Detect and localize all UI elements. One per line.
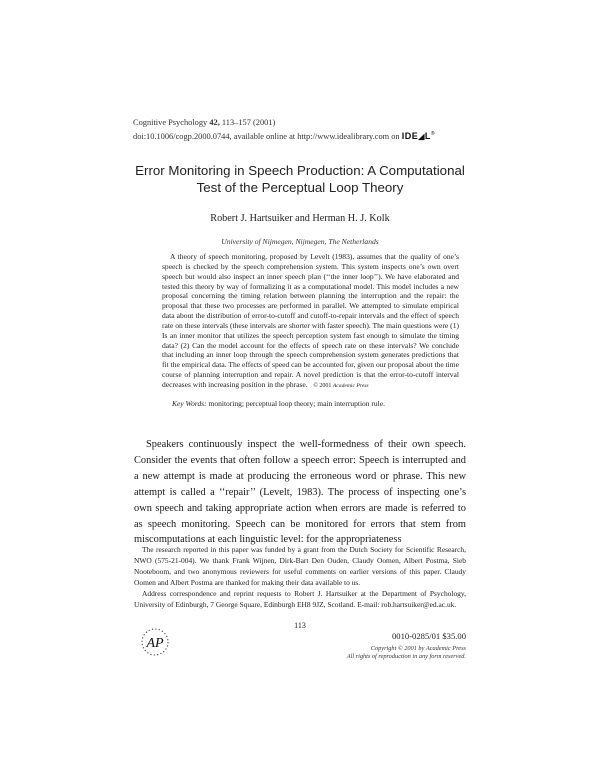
page-number: 113 xyxy=(294,621,306,630)
copyright-notice xyxy=(320,645,466,661)
rights-line: All rights of reproduction in any form reserved. xyxy=(346,653,466,660)
doi-text: doi:10.1006/cogp.2000.0744, available online at http://www.idealibrary.com on xyxy=(133,131,400,141)
body-paragraph: Speakers continuously inspect the well-formedness of their own speech. Consider the events that often follow a speech error: Speech is interrupted and a new attempt is made at producing the erroneous word or phrase. This new attempt is called a ‘‘repair’’ (Levelt, 1983). The process of inspecting one’s own speech and taking appropriate action when errors are made is referred to as speech monitoring. Speech can be monitored for errors that stem from miscomputations at each linguistic level: for the appropriateness xyxy=(134,439,466,546)
paper-title xyxy=(100,162,500,196)
price-code: 0010-0285/01 $35.00 xyxy=(392,631,466,641)
title-line-1: Error Monitoring in Speech Production: A Computational xyxy=(135,163,465,178)
academic-press-logo-icon xyxy=(140,627,170,657)
doi-line xyxy=(133,129,435,143)
abstract-copyright: © 2001 Academic Press xyxy=(313,382,369,389)
journal-volume: 42, xyxy=(209,118,220,127)
keywords-value: monitoring; perceptual loop theory; main interruption rule. xyxy=(208,399,385,408)
paper-authors: Robert J. Hartsuiker and Herman H. J. Kolk xyxy=(210,213,390,224)
abstract xyxy=(162,252,459,392)
correspondence-note: Address correspondence and reprint requests to Robert J. Hartsuiker at the Department of Psychology, University of Edinburgh, 7 George Square, Edinburgh EH8 9JZ, Scotland. E-mail: rob.hartsuiker@ed.ac.uk. xyxy=(134,589,466,610)
footnotes xyxy=(134,544,466,611)
ideal-logo-icon: IDE◢L® xyxy=(401,130,436,141)
funding-note: The research reported in this paper was funded by a grant from the Dutch Society for Scientific Research, NWO (575-21-004). We thank Frank Wijnen, Dirk-Bart Den Ouden, Claudy Oomen, Albert Postma, Sieb Nooteboom, and two anonymous reviewers for useful comments on earlier versions of this paper. Claudy Oomen and Albert Postma are thanked for making their data available to us. xyxy=(134,545,466,588)
author-affiliation: University of Nijmegen, Nijmegen, The Netherlands xyxy=(221,237,379,246)
journal-header xyxy=(133,117,435,142)
journal-citation xyxy=(133,117,435,129)
journal-pages-year: 113–157 (2001) xyxy=(221,118,276,127)
abstract-text: A theory of speech monitoring, proposed by Levelt (1983), assumes that the quality of one’s speech is checked by the speech comprehension system. This system inspects one’s own overt speech but would also inspect an inner speech plan (‘‘the inner loop’’). We have elaborated and tested this theory by way of formalizing it as a computational model. This model includes a new proposal concerning the timing relation between planning the interruption and the repair: the proposal that these two processes are performed in parallel. We attempted to simulate empirical data about the distribution of error-to-cutoff and cutoff-to-repair intervals and the effect of speech rate on these intervals (these intervals are shorter with faster speech). The main questions were (1) Is an inner monitor that utilizes the speech perception system fast enough to simulate the timing data? (2) Can the model account for the effects of speech rate on these intervals? We conclude that including an inner loop through the speech comprehension system generates predictions that fit the empirical data. The effects of speed can be accounted for, given our proposal about the time course of planning interruption and repair. A novel prediction is that the error-to-cutoff interval decreases with increasing position in the phrase. xyxy=(162,252,459,389)
journal-name: Cognitive Psychology xyxy=(133,118,208,127)
keywords-label: Key Words: xyxy=(172,399,207,408)
keywords xyxy=(172,399,385,408)
copyright-line: Copyright © 2001 by Academic Press xyxy=(370,645,466,652)
title-line-2: Test of the Perceptual Loop Theory xyxy=(196,180,404,195)
svg-text:AP: AP xyxy=(146,636,164,651)
